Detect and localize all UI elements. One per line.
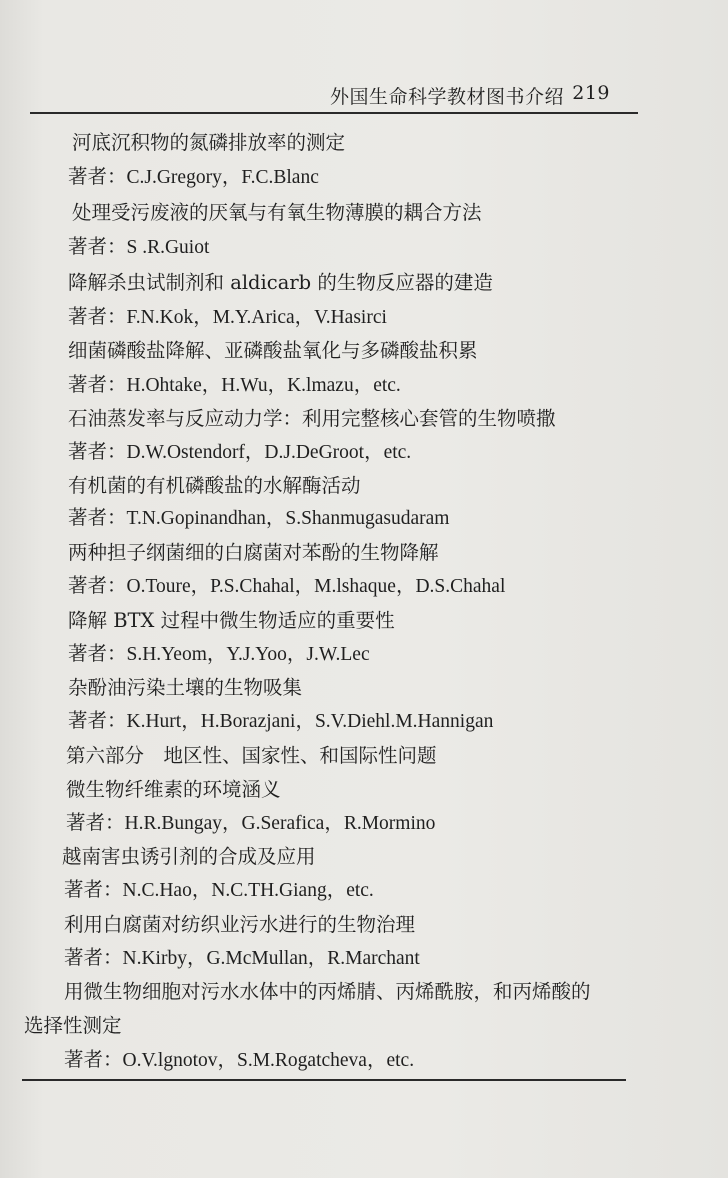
entry-title: 有机菌的有机磷酸盐的水解酶活动	[68, 474, 361, 497]
entry-author: 著者：C.J.Gregory，F.C.Blanc	[68, 167, 319, 188]
entry-author: 著者：T.N.Gopinandhan，S.Shanmugasudaram	[68, 508, 450, 529]
entry-title: 两种担子纲菌细的白腐菌对苯酚的生物降解	[68, 541, 439, 564]
entry-title: 用微生物细胞对污水水体中的丙烯腈、丙烯酰胺，和丙烯酸的	[64, 980, 591, 1003]
entry-author: 著者：H.Ohtake，H.Wu，K.lmazu，etc.	[68, 375, 401, 396]
entry-title: 越南害虫诱引剂的合成及应用	[62, 845, 316, 868]
entry-author: 著者：O.V.lgnotov，S.M.Rogatcheva，etc.	[64, 1050, 415, 1071]
entry-title-continuation: 选择性测定	[24, 1014, 122, 1037]
entry-title: 杂酚油污染土壤的生物吸集	[68, 676, 303, 699]
entry-author: 著者：N.Kirby，G.McMullan，R.Marchant	[64, 948, 420, 969]
entry-title: 细菌磷酸盐降解、亚磷酸盐氧化与多磷酸盐积累	[68, 339, 478, 362]
entry-author: 著者：D.W.Ostendorf，D.J.DeGroot，etc.	[68, 442, 412, 463]
page-number: 219	[572, 82, 610, 104]
entry-title: 河底沉积物的氮磷排放率的测定	[72, 131, 346, 154]
section-heading: 第六部分 地区性、国家性、和国际性问题	[66, 744, 437, 767]
entry-title: 降解杀虫试制剂和 aldicarb 的生物反应器的建造	[68, 271, 493, 294]
footer-rule	[22, 1079, 626, 1081]
entry-title: 利用白腐菌对纺织业污水进行的生物治理	[64, 913, 416, 936]
entry-author: 著者：N.C.Hao，N.C.TH.Giang，etc.	[64, 880, 374, 901]
entry-author: 著者：F.N.Kok，M.Y.Arica，V.Hasirci	[68, 307, 387, 328]
entry-author: 著者：H.R.Bungay，G.Serafica，R.Mormino	[66, 813, 436, 834]
entry-title: 处理受污废液的厌氧与有氧生物薄膜的耦合方法	[72, 201, 482, 224]
entry-author: 著者：O.Toure，P.S.Chahal，M.lshaque，D.S.Chahal	[68, 576, 506, 597]
entry-author: 著者：S .R.Guiot	[68, 237, 210, 258]
running-header	[330, 82, 610, 110]
entry-title: 微生物纤维素的环境涵义	[66, 778, 281, 801]
entry-title: 降解 BTX 过程中微生物适应的重要性	[68, 609, 395, 632]
header-title: 外国生命科学教材图书介绍	[330, 86, 565, 108]
entry-author: 著者：K.Hurt，H.Borazjani，S.V.Diehl.M.Hannigan	[68, 711, 494, 732]
header-rule	[30, 112, 638, 114]
entry-title: 石油蒸发率与反应动力学：利用完整核心套管的生物喷撒	[68, 407, 556, 430]
entry-author: 著者：S.H.Yeom，Y.J.Yoo，J.W.Lec	[68, 644, 370, 665]
